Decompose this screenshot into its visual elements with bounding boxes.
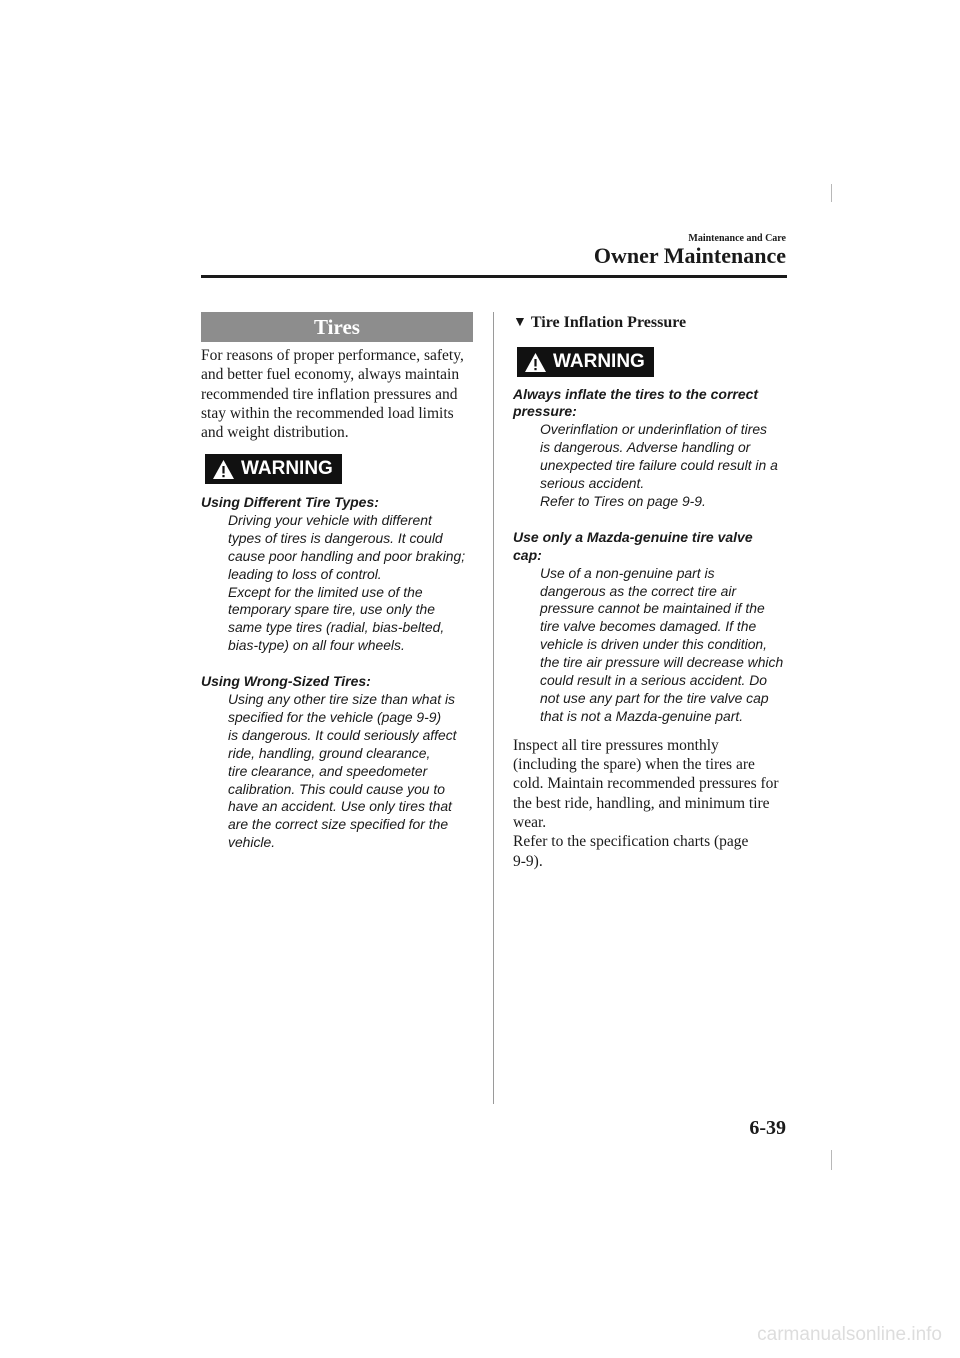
body-line: wear. xyxy=(513,814,547,831)
warning-title: Using Different Tire Types: xyxy=(201,493,379,510)
warning-line: Overinflation or underinflation of tires xyxy=(540,421,767,438)
body-line: Inspect all tire pressures monthly xyxy=(513,736,719,754)
header-rule xyxy=(201,275,787,278)
warning-line: pressure cannot be maintained if the xyxy=(540,600,765,617)
warning-line: vehicle. xyxy=(228,834,276,851)
warning-line: have an accident. Use only tires that xyxy=(228,798,452,815)
page-number: 6-39 xyxy=(749,1117,786,1139)
warning-line: Use of a non-genuine part is xyxy=(540,564,715,581)
warning-item xyxy=(201,494,473,655)
warning-line: calibration. This could cause you to xyxy=(228,780,445,797)
warning-label: WARNING xyxy=(241,458,333,480)
warning-box-left xyxy=(201,454,473,485)
warning-line: ride, handling, ground clearance, xyxy=(228,744,431,761)
warning-text xyxy=(540,565,787,726)
body-line: cold. Maintain recommended pressures for xyxy=(513,775,779,793)
body-line: 9-9). xyxy=(513,852,543,870)
warning-text xyxy=(228,512,473,655)
warning-line: tire clearance, and speedometer xyxy=(228,762,428,779)
warning-box-right xyxy=(513,347,787,378)
warning-title-line: Always inflate the tires to the correct xyxy=(513,385,759,402)
warning-line: dangerous as the correct tire air xyxy=(540,582,737,599)
warning-line: serious accident. xyxy=(540,475,645,492)
warning-line: Refer to Tires on page 9-9. xyxy=(540,492,706,509)
crop-mark-bottom xyxy=(831,1150,832,1170)
warning-title-line: pressure: xyxy=(513,403,577,420)
warning-line: is dangerous. Adverse handling or xyxy=(540,439,751,456)
warning-line: bias-type) on all four wheels. xyxy=(228,637,405,654)
warning-line: are the correct size specified for the xyxy=(228,816,449,833)
warning-text xyxy=(228,691,473,852)
warning-line: specified for the vehicle (page 9-9) xyxy=(228,708,442,725)
warning-badge xyxy=(517,347,654,377)
body-line: (including the spare) when the tires are xyxy=(513,756,755,774)
subheading-text: Tire Inflation Pressure xyxy=(530,314,687,331)
page-title: Owner Maintenance xyxy=(593,243,786,268)
warning-title: Using Wrong-Sized Tires: xyxy=(201,673,371,690)
warning-line: that is not a Mazda-genuine part. xyxy=(540,707,744,724)
crop-mark-top xyxy=(831,184,832,202)
warning-title xyxy=(513,386,787,422)
body-line: Refer to the specification charts (page xyxy=(513,833,749,851)
warning-line: temporary spare tire, use only the xyxy=(228,601,435,618)
warning-line: unexpected tire failure could result in a xyxy=(540,457,778,474)
warning-line: Using any other tire size than what is xyxy=(228,691,455,708)
warning-line: the tire air pressure will decrease which xyxy=(540,654,784,671)
warning-title xyxy=(513,529,787,565)
warning-text xyxy=(540,421,787,511)
body-line: the best ride, handling, and minimum tire xyxy=(513,794,770,812)
watermark[interactable]: carmanualsonline.info xyxy=(757,1324,942,1345)
warning-triangle-icon xyxy=(524,352,547,373)
warning-line: vehicle is driven under this condition, xyxy=(540,636,768,653)
warning-line: Except for the limited use of the xyxy=(228,583,423,600)
warning-title-line: cap: xyxy=(513,546,542,563)
warning-line: types of tires is dangerous. It could xyxy=(228,529,443,546)
left-column xyxy=(201,312,473,852)
tires-intro: For reasons of proper performance, safety, and better fuel economy, always maintain recommended tire inflation pressures and stay within the recommended load limits and weight distribution. xyxy=(201,347,464,442)
tire-inflation-heading xyxy=(513,312,787,334)
warning-title-line: Use only a Mazda-genuine tire valve xyxy=(513,528,753,545)
warning-line: Driving your vehicle with different xyxy=(228,511,432,528)
warning-item xyxy=(513,529,787,726)
section-marker-icon: ▼ xyxy=(513,315,527,330)
tires-heading: Tires xyxy=(201,312,473,342)
section-label: Maintenance and Care xyxy=(688,233,786,244)
warning-triangle-icon xyxy=(212,459,235,480)
warning-label: WARNING xyxy=(553,351,645,372)
column-divider xyxy=(493,312,494,1104)
right-column xyxy=(513,312,787,871)
inflation-body xyxy=(513,736,787,871)
warning-line: tire valve becomes damaged. If the xyxy=(540,618,757,635)
warning-line: same type tires (radial, bias-belted, xyxy=(228,619,445,636)
warning-line: could result in a serious accident. Do xyxy=(540,672,767,689)
warning-item xyxy=(513,386,787,511)
warning-line: cause poor handling and poor braking; xyxy=(228,547,466,564)
warning-line: leading to loss of control. xyxy=(228,565,382,582)
warning-line: not use any part for the tire valve cap xyxy=(540,690,769,706)
warning-badge xyxy=(205,454,342,484)
warning-item xyxy=(201,673,473,852)
warning-line: is dangerous. It could seriously affect xyxy=(228,726,457,743)
